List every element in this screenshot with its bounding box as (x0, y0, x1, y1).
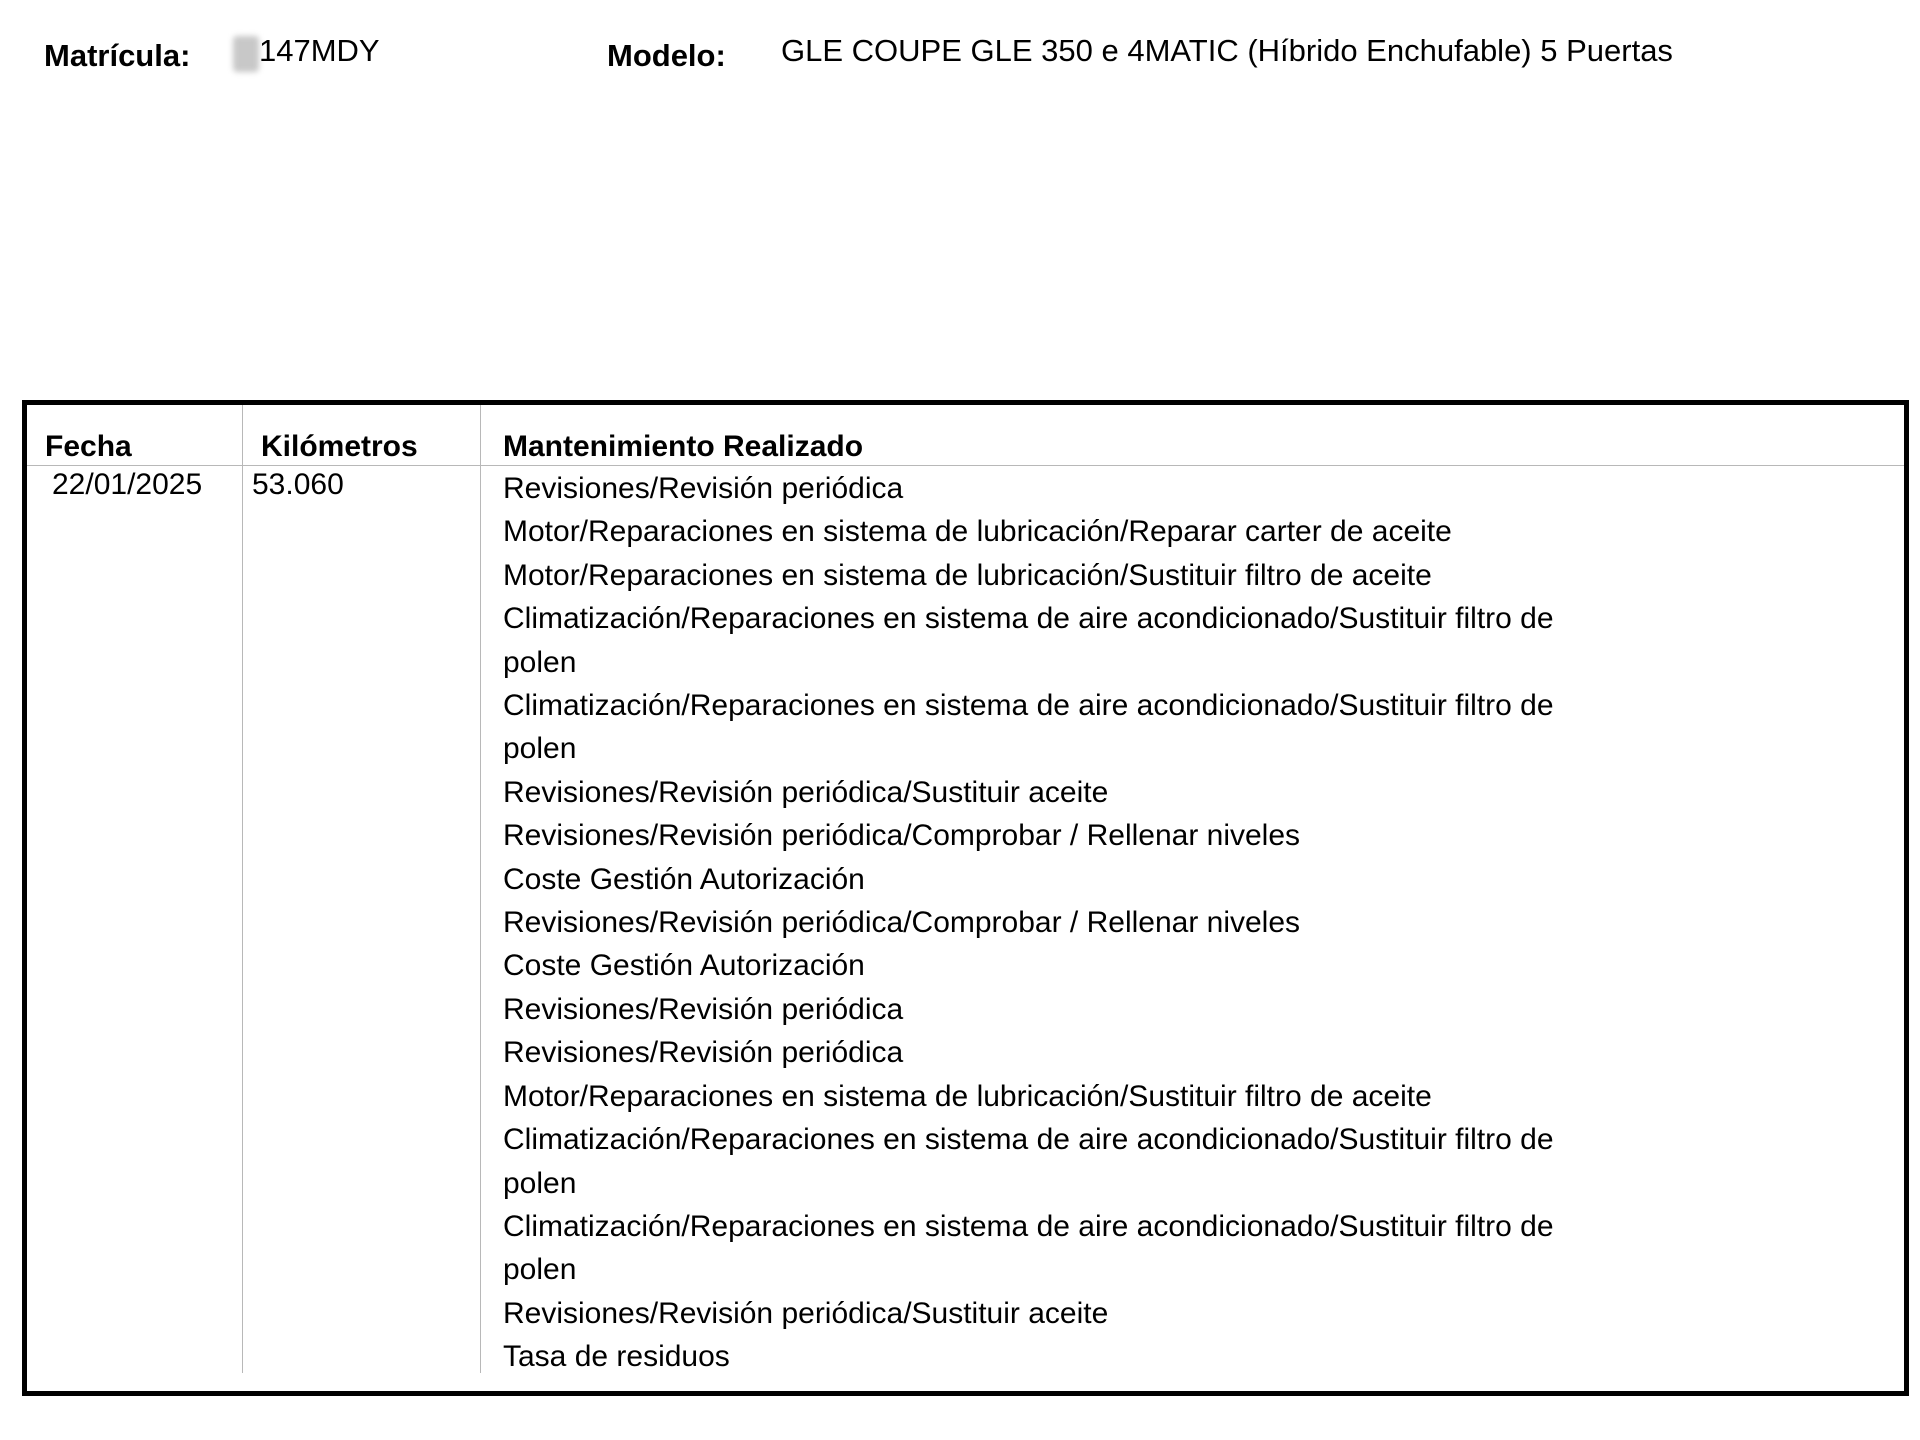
plate-value: 147MDY (259, 33, 380, 68)
header-maintenance: Mantenimiento Realizado (503, 430, 864, 463)
row-km: 53.060 (252, 468, 344, 501)
maintenance-item: Revisiones/Revisión periódica (503, 472, 904, 505)
maintenance-item: Climatización/Reparaciones en sistema de aire acondicionado/Sustituir filtro de polen (503, 1209, 1554, 1287)
plate-label: Matrícula: (44, 38, 191, 73)
maintenance-item: Climatización/Reparaciones en sistema de aire acondicionado/Sustituir filtro de polen (503, 689, 1554, 766)
model-label: Modelo: (607, 38, 726, 73)
header-divider (27, 465, 1904, 466)
column-divider-km (480, 405, 481, 1373)
header-date: Fecha (45, 430, 132, 463)
column-divider-date (242, 405, 243, 1373)
maintenance-item: Revisiones/Revisión periódica/Sustituir aceite (503, 775, 1109, 809)
maintenance-item: Climatización/Reparaciones en sistema de aire acondicionado/Sustituir filtro de polen (503, 1123, 1554, 1200)
maintenance-list (503, 467, 1763, 1379)
maintenance-item: Coste Gestión Autorización (503, 862, 865, 896)
maintenance-item: Tasa de residuos (503, 1340, 730, 1374)
maintenance-item: Motor/Reparaciones en sistema de lubricación/Sustituir filtro de aceite (503, 1079, 1432, 1113)
maintenance-item: Motor/Reparaciones en sistema de lubricación/Sustituir filtro de aceite (503, 558, 1432, 592)
maintenance-item: Revisiones/Revisión periódica/Comprobar / Rellenar niveles (503, 906, 1301, 940)
maintenance-item: Climatización/Reparaciones en sistema de aire acondicionado/Sustituir filtro de polen (503, 602, 1554, 679)
model-value: GLE COUPE GLE 350 e 4MATIC (Híbrido Enchufable) 5 Puertas (781, 33, 1673, 68)
redacted-plate-prefix (233, 36, 259, 72)
maintenance-item: Motor/Reparaciones en sistema de lubricación/Reparar carter de aceite (503, 515, 1452, 549)
maintenance-item: Coste Gestión Autorización (503, 949, 865, 983)
row-date: 22/01/2025 (52, 468, 203, 501)
maintenance-item: Revisiones/Revisión periódica/Comprobar / Rellenar niveles (503, 819, 1301, 853)
maintenance-item: Revisiones/Revisión periódica (503, 1036, 904, 1070)
maintenance-item: Revisiones/Revisión periódica/Sustituir aceite (503, 1296, 1109, 1330)
maintenance-table (22, 400, 1909, 1396)
maintenance-item: Revisiones/Revisión periódica (503, 992, 904, 1026)
header-km: Kilómetros (261, 430, 418, 463)
